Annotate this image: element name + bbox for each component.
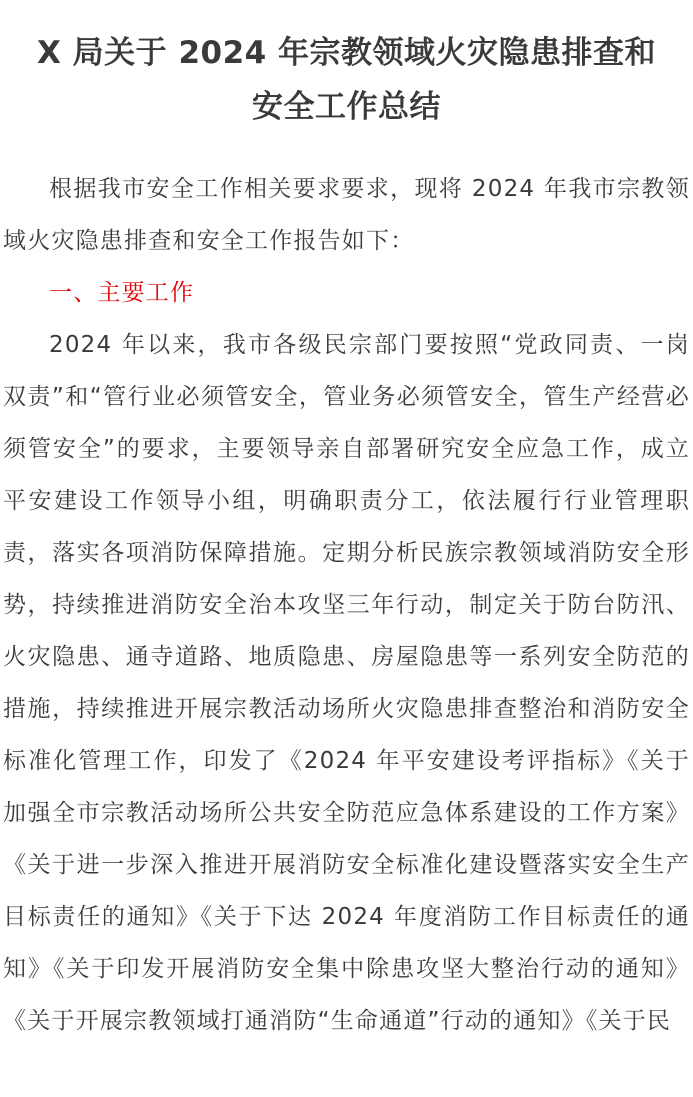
document-body <box>0 163 693 1047</box>
intro-paragraph: 根据我市安全工作相关要求要求，现将 2024 年我市宗教领域火灾隐患排查和安全工作报告如下： <box>3 176 690 254</box>
section-heading-main-work: 一、主要工作 <box>49 280 195 306</box>
main-work-paragraph: 2024 年以来，我市各级民宗部门要按照“党政同责、一岗双责”和“管行业必须管安全，管业务必须管安全，管生产经营必须管安全”的要求，主要领导亲自部署研究安全应急工作，成立平安建设工作领导小组，明确职责分工，依法履行行业管理职责，落实各项消防保障措施。定期分析民族宗教领域消防安全形势，持续推进消防安全治本攻坚三年行动，制定关于防台防汛、火灾隐患、通寺道路、地质隐患、房屋隐患等一系列安全防范的措施，持续推进开展宗教活动场所火灾隐患排查整治和消防安全标准化管理工作，印发了《2024 年平安建设考评指标》《关于加强全市宗教活动场所公共安全防范应急体系建设的工作方案》《关于进一步深入推进开展消防安全标准化建设暨落实安全生产目标责任的通知》《关于下达 2024 年度消防工作目标责任的通知》《关于印发开展消防安全集中除患攻坚大整治行动的通知》《关于开展宗教领域打通消防“生命通道”行动的通知》《关于民 <box>3 332 690 1034</box>
document-title <box>0 0 693 134</box>
title-line-1: X 局关于 2024 年宗教领域火灾隐患排查和 <box>36 35 657 71</box>
title-line-2: 安全工作总结 <box>252 89 441 125</box>
